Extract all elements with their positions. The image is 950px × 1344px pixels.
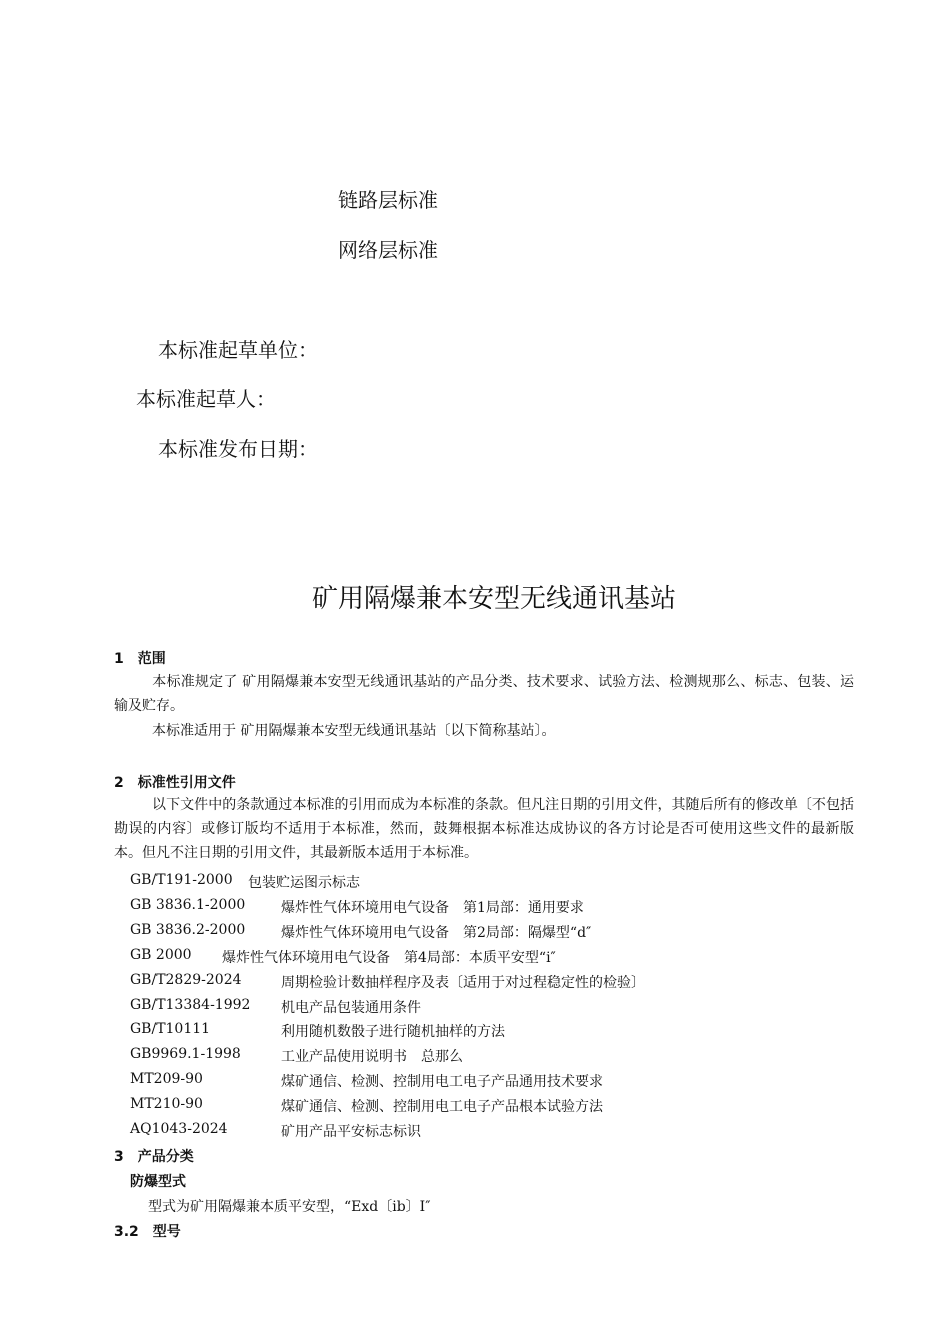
section1-para1-text: 本标准规定了 矿用隔爆兼本安型无线通讯基站的产品分类、技术要求、试验方法、检测规那么、标志、包装、运输及贮存。 [114,674,854,714]
doc-title: 矿用隔爆兼本安型无线通讯基站 [311,584,676,614]
ref-code: GB/T2829-2024 [130,972,242,988]
ref-title: 煤矿通信、检测、控制用电工电子产品根本试验方法 [281,1099,603,1115]
ref-title: 爆炸性气体环境用电气设备 第4局部：本质平安型“i″ [222,950,556,966]
ref-title: 煤矿通信、检测、控制用电工电子产品通用技术要求 [281,1074,603,1090]
section1-para1 [114,670,854,718]
section2-para-text: 以下文件中的条款通过本标准的引用而成为本标准的条款。但凡注日期的引用文件，其随后所有的修改单〔不包括勘误的内容〕或修订版均不适用于本标准，然而，鼓舞根据本标准达成协议的各方讨论是否可使用这些文件的最新版本。但凡不注日期的引用文件，其最新版本适用于本标准。 [114,797,854,861]
section3-sub-text: 型式为矿用隔爆兼本质平安型，“Exd〔ib〕I″ [148,1199,431,1215]
ref-code: GB/T10111 [130,1021,211,1037]
ref-title: 爆炸性气体环境用电气设备 第1局部：通用要求 [281,900,584,916]
cover-drafter: 本标准起草人： [136,387,276,411]
section3-heading: 3 产品分类 [114,1149,194,1165]
section1-para2-text: 本标准适用于 矿用隔爆兼本安型无线通讯基站〔以下简称基站〕。 [152,723,556,739]
ref-code: MT210-90 [130,1096,203,1112]
section1-para2 [114,719,854,743]
section3-sub2-heading: 3.2 型号 [114,1224,181,1240]
ref-title: 周期检验计数抽样程序及表〔适用于对过程稳定性的检验〕 [281,975,645,991]
cover-release-date: 本标准发布日期： [158,437,318,461]
section3-sub-heading: 防爆型式 [130,1174,186,1190]
cover-drafting-unit: 本标准起草单位： [158,338,318,362]
ref-title: 机电产品包装通用条件 [281,1000,421,1016]
ref-title: 爆炸性气体环境用电气设备 第2局部：隔爆型“d″ [281,925,592,941]
ref-code: GB 3836.2-2000 [130,922,246,938]
ref-title: 包装贮运图示标志 [248,875,360,891]
section2-para [114,793,854,865]
cover-link-layer: 链路层标准 [338,188,438,212]
ref-code: GB/T13384-1992 [130,997,251,1013]
ref-title: 工业产品使用说明书 总那么 [281,1049,463,1065]
section2-heading: 2 标准性引用文件 [114,775,236,791]
ref-code: GB 3836.1-2000 [130,897,246,913]
cover-network-layer: 网络层标准 [338,238,438,262]
ref-title: 矿用产品平安标志标识 [281,1124,421,1140]
ref-title: 利用随机数骰子进行随机抽样的方法 [281,1024,505,1040]
section1-heading: 1 范围 [114,651,166,667]
ref-code: AQ1043-2024 [130,1121,228,1137]
ref-code: MT209-90 [130,1071,203,1087]
ref-code: GB/T191-2000 [130,872,233,888]
ref-code: GB 2000 [130,947,192,963]
ref-code: GB9969.1-1998 [130,1046,241,1062]
